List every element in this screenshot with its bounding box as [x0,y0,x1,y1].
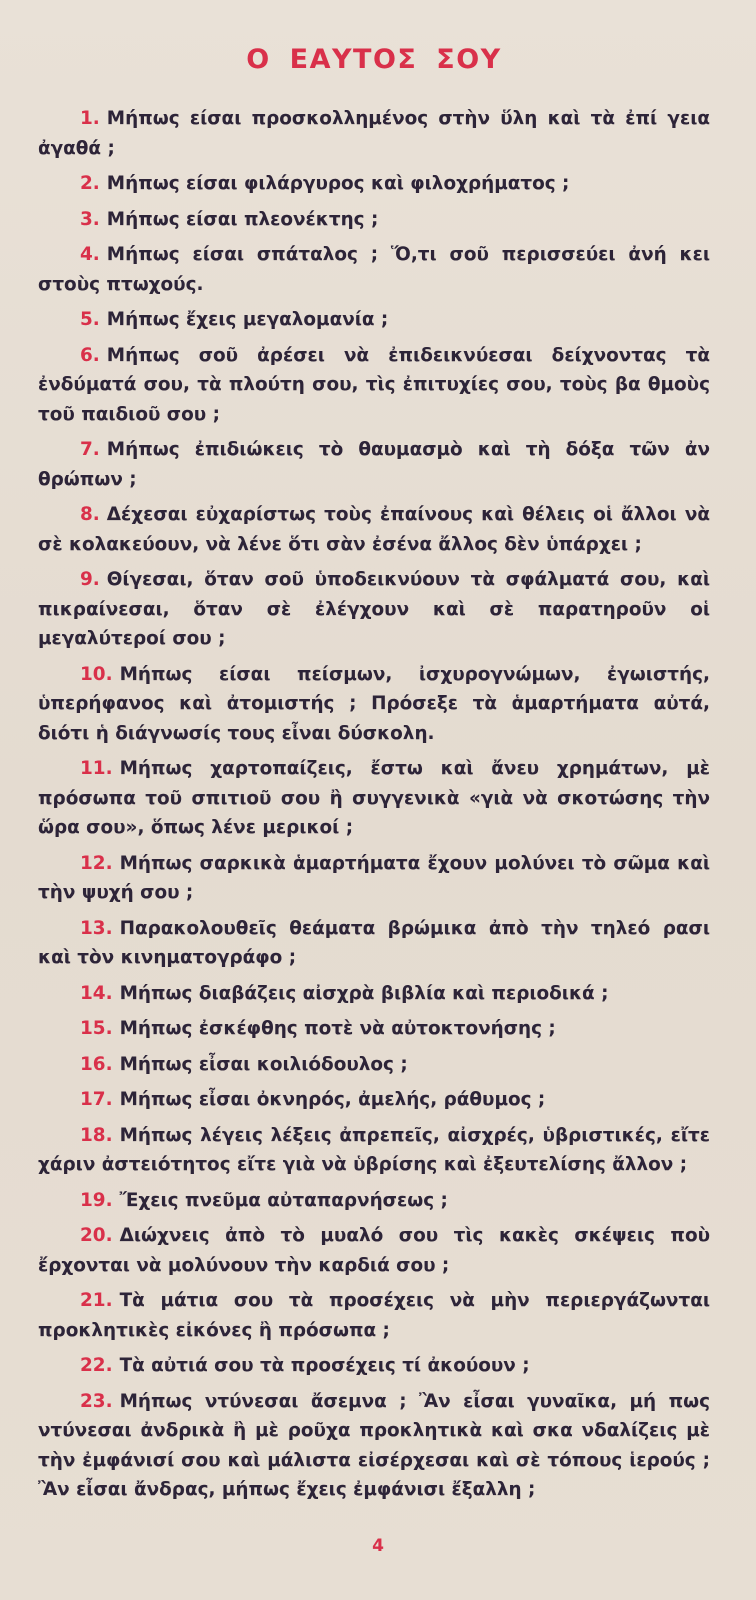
item-text: Μήπως ντύνεσαι ἄσεμνα ; Ἂν εἶσαι γυναῖκα, μή πως ντύνεσαι ἀνδρικὰ ἢ μὲ ροῦχα προκλητικὰ καὶ σκα νδαλίζεις μὲ τὴν ἐμφάνισί σου καὶ μάλιστα εἰσέρχεσαι καὶ σὲ τόπους ἱερούς ; Ἂν εἶσαι ἄνδρας, μήπως ἔχεις ἐμφάνισι ἔξαλλη ; [38,1390,710,1500]
item-text: Διώχνεις ἀπὸ τὸ μυαλό σου τὶς κακὲς σκέψεις ποὺ ἔρχονται νὰ μολύνουν τὴν καρδιά σου ; [38,1225,710,1276]
list-item [38,1387,710,1505]
list-item [38,341,710,430]
item-text: Τὰ μάτια σου τὰ προσέχεις νὰ μὴν περιεργάζωνται προκλητικὲς εἰκόνες ἢ πρόσωπα ; [38,1290,710,1341]
item-text: Μήπως χαρτοπαίζεις, ἔστω καὶ ἄνευ χρημάτων, μὲ πρόσωπα τοῦ σπιτιοῦ σου ἢ συγγενικὰ «γιὰ νὰ σκοτώσης τὴν ὥρα σου», ὅπως λένε μερικοί ; [38,758,710,838]
item-number: 13. [80,917,113,939]
item-number: 6. [80,344,100,366]
item-number: 18. [80,1124,113,1146]
page-title: Ο ΕΑΥΤΟΣ ΣΟΥ [246,44,502,75]
item-text: Μήπως είσαι σπάταλος ; Ὅ,τι σοῦ περισσεύει ἀνή κει στοὺς πτωχούς. [38,244,710,295]
item-text: Ἔχεις πνεῦμα αὐταπαρνήσεως ; [119,1189,448,1211]
item-text: Μήπως λέγεις λέξεις ἀπρεπεῖς, αἰσχρές, ὑβριστικές, εἴτε χάριν ἀστειότητος εἴτε γιὰ νὰ ὑβρίσης καὶ ἐξευτελίσης ἄλλον ; [38,1124,710,1175]
item-number: 19. [80,1189,113,1211]
item-text: Μήπως είσαι προσκολλημένος στὴν ὕλη καὶ τὰ ἐπί γεια ἀγαθά ; [38,108,710,159]
list-item [38,1186,710,1216]
item-text: Μήπως ἔχεις μεγαλομανία ; [106,309,389,330]
item-number: 16. [80,1053,113,1075]
item-number: 17. [80,1089,113,1110]
list-item [38,565,710,654]
list-item [38,305,710,335]
item-number: 10. [80,663,113,685]
item-text: Μήπως είσαι πείσμων, ἰσχυρογνώμων, ἐγωιστής, ὑπερήφανος καὶ ἀτομιστής ; Πρόσεξε τὰ ἁμαρτήματα αὐτά, διότι ἡ διάγνωσίς τους εἶναι δύσκολη. [38,663,710,744]
list-item [38,1286,710,1345]
list-item [38,660,710,749]
list-item [38,435,710,494]
question-list [38,104,710,1505]
list-item [38,1050,710,1080]
item-text: Μήπως σοῦ ἀρέσει νὰ ἐπιδεικνύεσαι δείχνοντας τὰ ἐνδύματά σου, τὰ πλούτη σου, τὶς ἐπιτυχίες σου, τοὺς βα θμοὺς τοῦ παιδιοῦ σου ; [38,344,710,425]
page-number: 4 [372,1536,384,1556]
item-text: Παρακολουθεῖς θεάματα βρώμικα ἀπὸ τὴν τηλεό ρασι καὶ τὸν κινηματογράφο ; [38,917,710,968]
list-item [38,754,710,843]
item-text: Μήπως ἐσκέφθης ποτὲ νὰ αὐτοκτονήσης ; [119,1018,556,1039]
item-number: 22. [80,1355,113,1376]
item-number: 1. [80,108,100,129]
item-number: 21. [80,1290,113,1311]
item-number: 8. [80,504,100,525]
item-number: 12. [80,852,113,874]
item-number: 2. [80,173,100,194]
list-item [38,169,710,199]
list-item [38,205,710,235]
list-item [38,979,710,1009]
item-text: Δέχεσαι εὐχαρίστως τοὺς ἐπαίνους καὶ θέλεις οἱ ἄλλοι νὰ σὲ κολακεύουν, νὰ λένε ὅτι σὰν ἐσένα ἄλλος δὲν ὑπάρχει ; [38,504,710,555]
list-item [38,1085,710,1115]
item-number: 7. [80,439,100,460]
list-item [38,1014,710,1044]
list-item [38,1221,710,1280]
item-number: 23. [80,1390,113,1412]
item-text: Μήπως εἶσαι κοιλιόδουλος ; [119,1053,408,1075]
item-text: Μήπως εἶσαι ὀκνηρός, ἀμελής, ράθυμος ; [119,1089,546,1110]
list-item [38,849,710,908]
item-text: Τὰ αὐτιά σου τὰ προσέχεις τί ἀκούουν ; [119,1355,530,1376]
list-item [38,240,710,299]
item-number: 9. [80,569,100,590]
item-text: Μήπως είσαι πλεονέκτης ; [106,208,379,230]
list-item [38,104,710,163]
item-number: 15. [80,1018,113,1039]
list-item [38,914,710,973]
list-item [38,1121,710,1180]
item-text: Μήπως είσαι φιλάργυρος καὶ φιλοχρήματος ; [106,173,570,194]
item-text: Μήπως διαβάζεις αἰσχρὰ βιβλία καὶ περιοδικά ; [119,982,609,1004]
item-number: 3. [80,208,100,230]
list-item [38,1351,710,1381]
list-item [38,500,710,559]
item-text: Μήπως σαρκικὰ ἁμαρτήματα ἔχουν μολύνει τὸ σῶμα καὶ τὴν ψυχή σου ; [38,852,710,903]
item-number: 14. [80,982,113,1004]
item-number: 20. [80,1225,113,1246]
item-number: 11. [80,758,113,779]
item-number: 5. [80,309,100,330]
item-number: 4. [80,244,100,265]
item-text: Θίγεσαι, ὅταν σοῦ ὑποδεικνύουν τὰ σφάλματά σου, καὶ πικραίνεσαι, ὅταν σὲ ἐλέγχουν καὶ σὲ παρατηροῦν οἱ μεγαλύτεροί σου ; [38,569,710,649]
item-text: Μήπως ἐπιδιώκεις τὸ θαυμασμὸ καὶ τὴ δόξα τῶν ἀν θρώπων ; [38,439,710,490]
